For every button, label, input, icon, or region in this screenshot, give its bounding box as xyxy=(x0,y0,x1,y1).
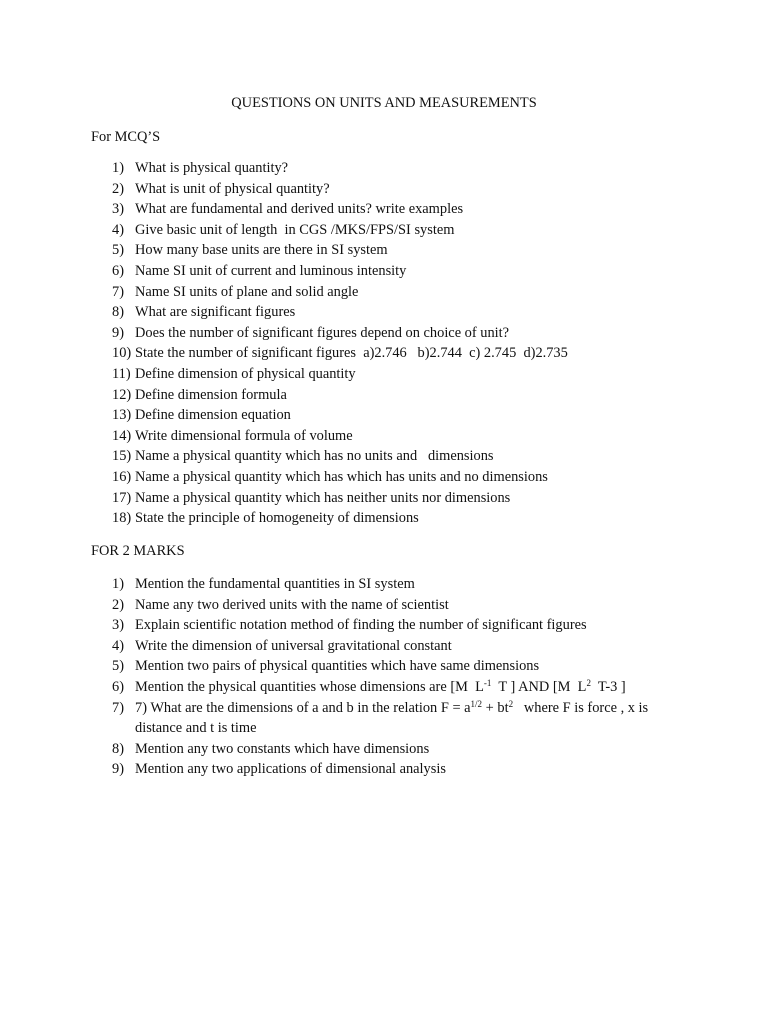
question-number: 1) xyxy=(112,576,124,592)
question-text-part: T-3 ] xyxy=(590,678,626,695)
two-marks-question xyxy=(112,698,692,739)
question-number: 2) xyxy=(112,180,124,197)
question-number: 6) xyxy=(112,262,124,279)
mcq-question xyxy=(112,467,692,488)
question-number: 12) xyxy=(112,386,132,403)
question-number: 5) xyxy=(112,658,124,675)
mcq-question xyxy=(112,261,692,282)
question-number: 11) xyxy=(112,365,131,382)
question-text-part: T ] AND [M L xyxy=(491,678,587,695)
mcq-question-list xyxy=(112,158,692,529)
mcq-question xyxy=(112,302,692,323)
two-marks-question xyxy=(112,677,692,698)
question-number: 9) xyxy=(112,324,124,341)
question-text: What is physical quantity? xyxy=(135,160,289,176)
question-text: Mention two pairs of physical quantities which have same dimensions xyxy=(135,658,540,675)
question-text: What is unit of physical quantity? xyxy=(135,180,330,197)
question-number: 3) xyxy=(112,617,124,634)
mcq-section-heading: For MCQ’S xyxy=(91,129,161,145)
question-number: 17) xyxy=(112,489,132,506)
two-marks-question xyxy=(112,615,692,636)
question-text-part: Mention the physical quantities whose dimensions are [M L xyxy=(135,678,484,695)
two-marks-question xyxy=(112,574,692,595)
question-text xyxy=(135,698,692,739)
mcq-question xyxy=(112,364,692,385)
question-number: 14) xyxy=(112,427,132,444)
question-number: 18) xyxy=(112,510,132,527)
question-text xyxy=(135,677,692,698)
question-number: 9) xyxy=(112,761,124,778)
question-number: 16) xyxy=(112,468,132,485)
question-text-part: where F is force , x is distance and t is time xyxy=(135,699,652,737)
question-text: Name a physical quantity which has neither units nor dimensions xyxy=(135,489,511,506)
mcq-question xyxy=(112,446,692,467)
mcq-question xyxy=(112,508,692,529)
mcq-question xyxy=(112,426,692,447)
two-marks-question xyxy=(112,739,692,760)
mcq-question xyxy=(112,282,692,303)
two-marks-question xyxy=(112,636,692,657)
question-number: 13) xyxy=(112,407,132,424)
question-number: 5) xyxy=(112,242,124,259)
question-number: 7) xyxy=(112,699,124,716)
question-text-part: + bt xyxy=(482,699,509,716)
question-text: Define dimension of physical quantity xyxy=(135,365,356,382)
question-text: Name SI units of plane and solid angle xyxy=(135,283,359,300)
question-text: Define dimension formula xyxy=(135,386,287,403)
question-text: Give basic unit of length in CGS /MKS/FPS/SI system xyxy=(135,221,455,238)
superscript: 2 xyxy=(586,677,591,688)
two-marks-question-list xyxy=(112,574,692,780)
question-number: 2) xyxy=(112,596,124,613)
question-text: Name any two derived units with the name of scientist xyxy=(135,596,449,613)
mcq-question xyxy=(112,179,692,200)
mcq-question xyxy=(112,199,692,220)
question-text: Define dimension equation xyxy=(135,407,291,424)
question-number: 4) xyxy=(112,221,124,238)
question-text-part: 7) What are the dimensions of a and b in the relation F = a xyxy=(135,699,471,716)
two-marks-question xyxy=(112,759,692,780)
mcq-question xyxy=(112,385,692,406)
question-number: 7) xyxy=(112,283,124,300)
question-text: Mention any two applications of dimensional analysis xyxy=(135,761,446,778)
question-number: 4) xyxy=(112,637,124,654)
two-marks-question xyxy=(112,595,692,616)
question-text: Name a physical quantity which has no units and dimensions xyxy=(135,448,494,465)
question-text: Write the dimension of universal gravitational constant xyxy=(135,637,452,654)
question-number: 10) xyxy=(112,345,132,362)
question-text: Does the number of significant figures depend on choice of unit? xyxy=(135,324,510,341)
question-text: Mention any two constants which have dimensions xyxy=(135,740,430,757)
question-text: Name SI unit of current and luminous intensity xyxy=(135,262,407,279)
question-number: 8) xyxy=(112,740,124,757)
question-number: 6) xyxy=(112,678,124,695)
two-marks-section-heading: FOR 2 MARKS xyxy=(91,543,185,559)
page-title: QUESTIONS ON UNITS AND MEASUREMENTS xyxy=(231,95,537,111)
question-number: 3) xyxy=(112,201,124,218)
question-text: Name a physical quantity which has which has units and no dimensions xyxy=(135,468,548,485)
question-text: Write dimensional formula of volume xyxy=(135,427,353,444)
question-text: Explain scientific notation method of finding the number of significant figures xyxy=(135,617,587,634)
superscript: 2 xyxy=(508,698,514,709)
question-text: What are fundamental and derived units? write examples xyxy=(135,201,464,218)
mcq-question xyxy=(112,240,692,261)
question-text: How many base units are there in SI system xyxy=(135,242,388,259)
question-number: 15) xyxy=(112,448,132,465)
question-text: State the principle of homogeneity of dimensions xyxy=(135,510,419,527)
mcq-question xyxy=(112,343,692,364)
superscript: -1 xyxy=(483,677,492,688)
question-text: State the number of significant figures a)2.746 b)2.744 c) 2.745 d)2.735 xyxy=(135,345,568,362)
question-text: Mention the fundamental quantities in SI system xyxy=(135,576,415,592)
two-marks-question xyxy=(112,656,692,677)
question-number: 1) xyxy=(112,160,124,176)
mcq-question xyxy=(112,323,692,344)
mcq-question xyxy=(112,220,692,241)
superscript: 1/2 xyxy=(470,698,483,709)
mcq-question xyxy=(112,158,692,179)
mcq-question xyxy=(112,405,692,426)
question-text: What are significant figures xyxy=(135,304,296,321)
mcq-question xyxy=(112,488,692,509)
question-number: 8) xyxy=(112,304,124,321)
